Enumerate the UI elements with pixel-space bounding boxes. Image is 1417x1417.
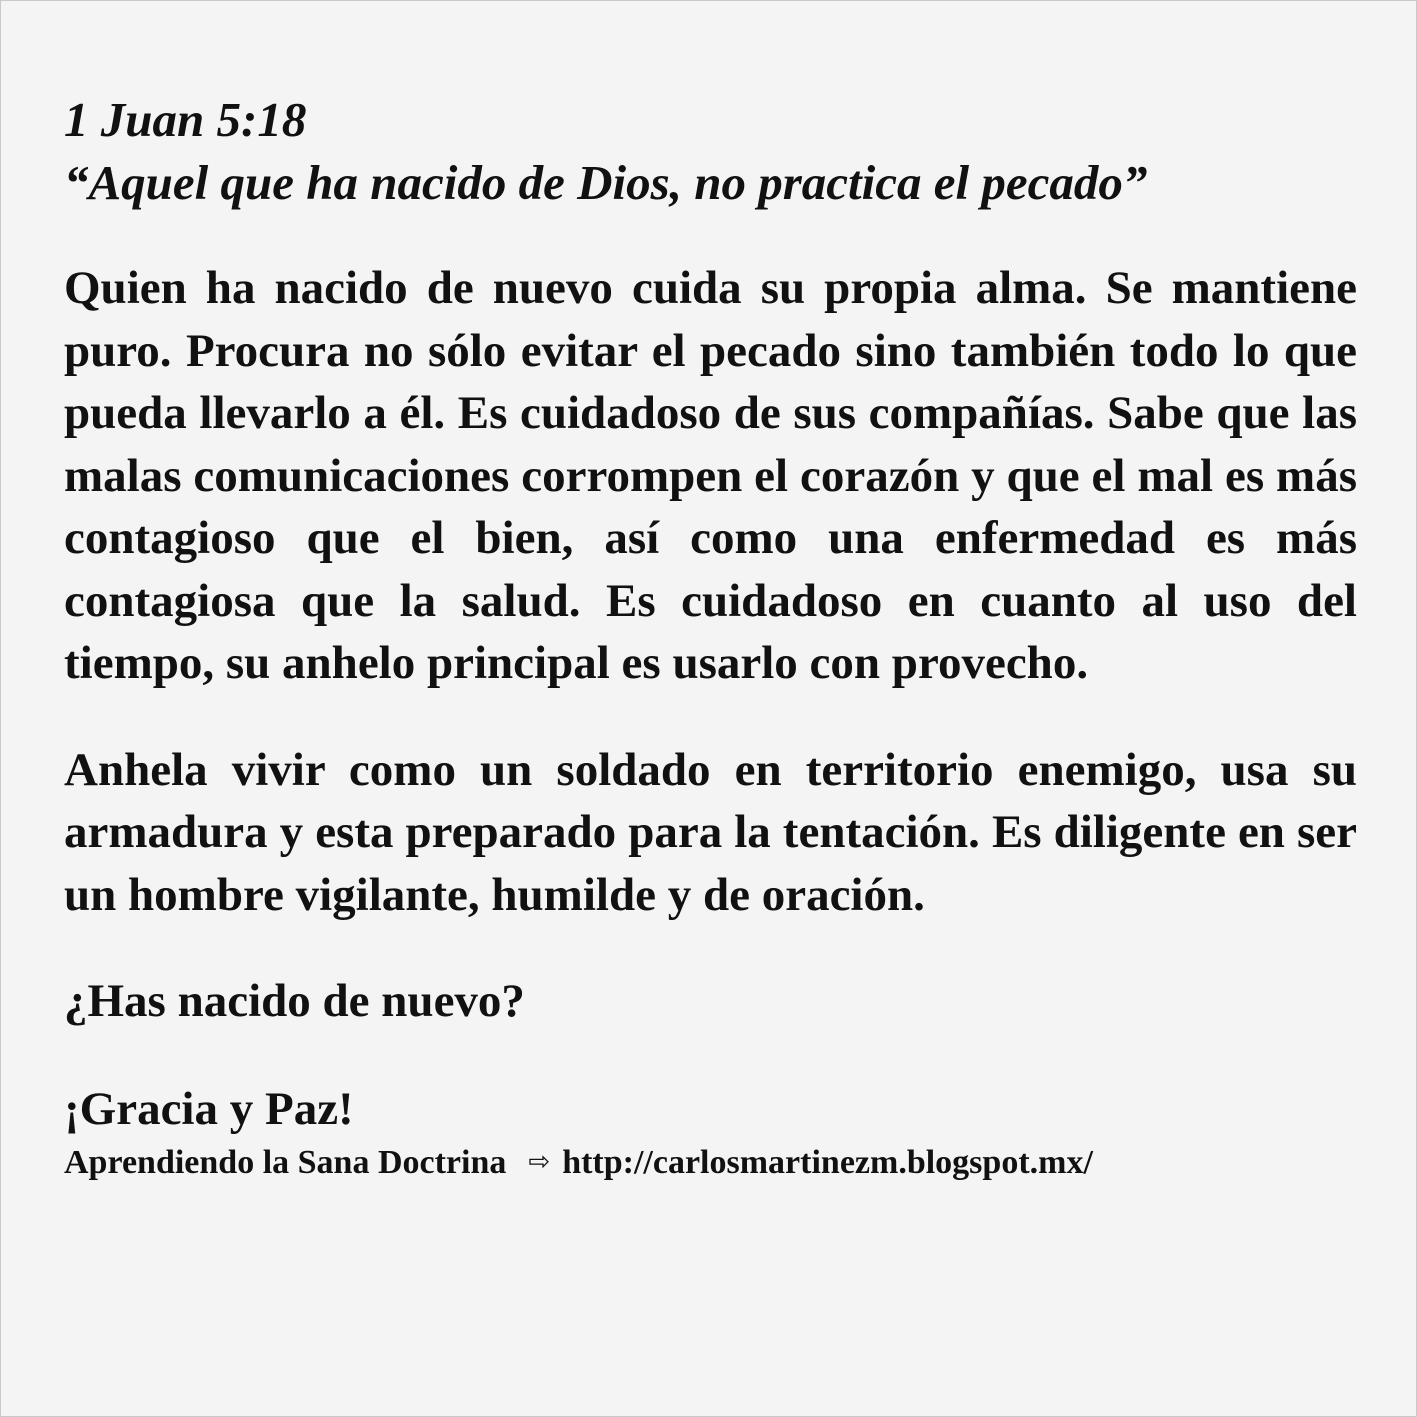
closing-question: ¿Has nacido de nuevo? <box>64 975 525 1027</box>
body-paragraph-1: Quien ha nacido de nuevo cuida su propia alma. Se mantiene puro. Procura no sólo evitar el pecado sino también todo lo que pueda llevarlo a él. Es cuidadoso de sus compañías. Sabe que las malas comunicaciones corrompen el corazón y que el mal es más contagioso que el bien, así como una enfermedad es más contagiosa que la salud. Es cuidadoso en cuanto al uso del tiempo, su anhelo principal es usarlo con provecho. <box>64 262 1357 689</box>
verse-header <box>64 88 1357 214</box>
body-paragraph-2: Anhela vivir como un soldado en territorio enemigo, usa su armadura y esta preparado para la tentación. Es diligente en ser un hombre vigilante, humilde y de oración. <box>64 743 1357 921</box>
footer-signature <box>64 1140 1357 1185</box>
verse-quote: “Aquel que ha nacido de Dios, no practica el pecado” <box>64 155 1148 210</box>
greeting: ¡Gracia y Paz! <box>64 1082 354 1135</box>
document-content <box>64 88 1357 1185</box>
verse-reference: 1 Juan 5:18 <box>64 92 307 147</box>
blog-name: Aprendiendo la Sana Doctrina <box>64 1144 507 1181</box>
blog-url: http://carlosmartinezm.blogspot.mx/ <box>562 1144 1093 1181</box>
right-arrow-icon: ⇨ <box>528 1147 551 1177</box>
